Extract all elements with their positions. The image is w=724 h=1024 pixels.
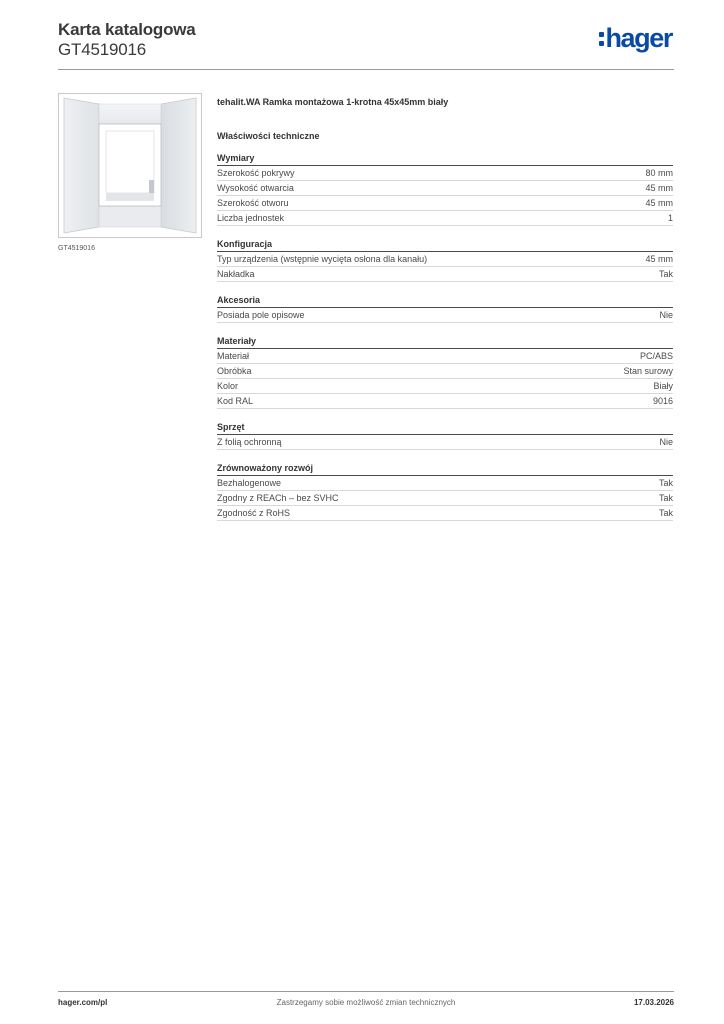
property-label: Kod RAL — [217, 396, 254, 406]
section-title: Materiały — [217, 335, 673, 349]
property-sections — [217, 152, 673, 521]
image-caption: GT4519016 — [58, 245, 95, 252]
property-value: Tak — [658, 508, 673, 518]
property-row — [217, 211, 673, 226]
footer-divider — [58, 991, 674, 992]
property-value: 45 mm — [645, 183, 673, 193]
section-title: Akcesoria — [217, 294, 673, 308]
section-title: Konfiguracja — [217, 238, 673, 252]
property-row — [217, 252, 673, 267]
page-header — [58, 20, 674, 66]
header-divider — [58, 69, 674, 70]
hager-logo[interactable] — [599, 25, 672, 52]
property-value: 45 mm — [645, 254, 673, 264]
property-row — [217, 267, 673, 282]
property-label: Z folią ochronną — [217, 437, 282, 447]
property-row — [217, 349, 673, 364]
property-label: Zgodny z REACh – bez SVHC — [217, 493, 339, 503]
property-value: Tak — [658, 493, 673, 503]
property-row — [217, 181, 673, 196]
property-label: Typ urządzenia (wstępnie wycięta osłona dla kanału) — [217, 254, 428, 264]
property-row — [217, 364, 673, 379]
property-label: Zgodność z RoHS — [217, 508, 291, 518]
section-title: Sprzęt — [217, 421, 673, 435]
property-section — [217, 462, 673, 521]
property-label: Posiada pole opisowe — [217, 310, 305, 320]
property-value: PC/ABS — [639, 351, 673, 361]
logo-text: hager — [605, 23, 672, 53]
section-title: Wymiary — [217, 152, 673, 166]
property-label: Szerokość otworu — [217, 198, 289, 208]
property-label: Wysokość otwarcia — [217, 183, 294, 193]
page-footer — [58, 998, 674, 1010]
property-value: Stan surowy — [623, 366, 673, 376]
property-section — [217, 294, 673, 323]
property-value: Tak — [658, 478, 673, 488]
property-value: 45 mm — [645, 198, 673, 208]
property-section — [217, 238, 673, 282]
property-value: 1 — [667, 213, 673, 223]
property-row — [217, 196, 673, 211]
product-name: tehalit.WA Ramka montażowa 1-krotna 45x45mm biały — [217, 97, 449, 107]
property-value: Nie — [659, 437, 673, 447]
product-code: GT4519016 — [58, 40, 146, 59]
property-row — [217, 308, 673, 323]
property-value: Nie — [659, 310, 673, 320]
property-row — [217, 506, 673, 521]
property-section — [217, 335, 673, 409]
property-label: Liczba jednostek — [217, 213, 285, 223]
property-value: 80 mm — [645, 168, 673, 178]
property-row — [217, 491, 673, 506]
property-value: Biały — [653, 381, 673, 391]
property-section — [217, 421, 673, 450]
mounting-frame-image — [59, 94, 201, 237]
property-label: Nakładka — [217, 269, 255, 279]
property-label: Obróbka — [217, 366, 252, 376]
property-value: Tak — [658, 269, 673, 279]
property-row — [217, 435, 673, 450]
logo-dots-icon — [599, 32, 604, 46]
technical-properties-heading: Właściwości techniczne — [217, 131, 320, 141]
property-row — [217, 476, 673, 491]
property-row — [217, 379, 673, 394]
section-title: Zrównoważony rozwój — [217, 462, 673, 476]
footer-website-link[interactable]: hager.com/pl — [58, 998, 108, 1007]
property-row — [217, 166, 673, 181]
property-section — [217, 152, 673, 226]
property-label: Kolor — [217, 381, 239, 391]
property-label: Szerokość pokrywy — [217, 168, 295, 178]
footer-notice: Zastrzegamy sobie możliwość zmian technicznych — [276, 998, 456, 1007]
footer-date: 17.03.2026 — [633, 998, 674, 1007]
property-label: Materiał — [217, 351, 250, 361]
property-label: Bezhalogenowe — [217, 478, 282, 488]
document-title: Karta katalogowa — [58, 20, 196, 39]
product-details — [217, 95, 673, 521]
product-image — [58, 93, 202, 238]
property-value: 9016 — [652, 396, 673, 406]
property-row — [217, 394, 673, 409]
